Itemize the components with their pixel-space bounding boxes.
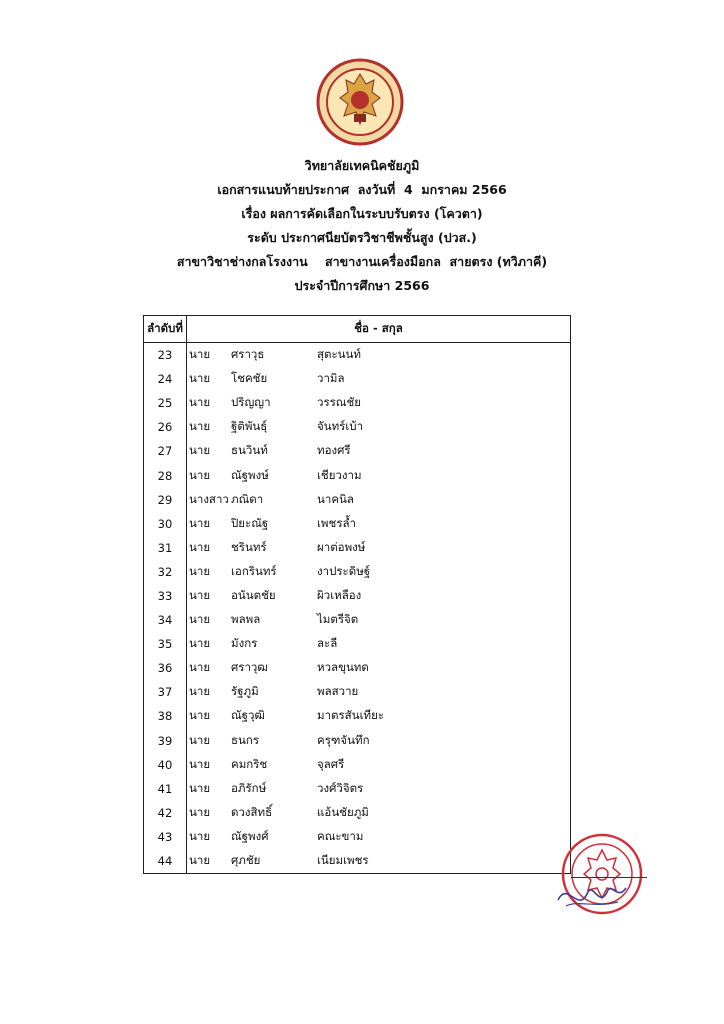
row-name: [187, 439, 571, 463]
first-name: โชคชัย: [231, 371, 268, 386]
first-name: ปิยะณัฐ: [231, 515, 269, 530]
first-name: ภณิดา: [231, 491, 264, 506]
first-name: ศุภชัย: [231, 853, 261, 868]
name-prefix: นาย: [189, 467, 211, 482]
last-name: หวลขุนทด: [317, 660, 369, 675]
last-name: วามิล: [317, 371, 345, 386]
name-prefix: นาย: [189, 347, 211, 362]
last-name: พลสวาย: [317, 684, 359, 699]
college-logo: [316, 58, 404, 146]
row-number: 39: [144, 729, 187, 753]
row-number: 23: [144, 343, 187, 368]
last-name: ไมตรีจิต: [317, 612, 359, 627]
program-line: สาขาวิชาช่างกลโรงงาน สาขางานเครื่องมือกล สายตรง (ทวิภาคี): [176, 254, 548, 269]
row-name: [187, 463, 571, 487]
last-name: แอ้นชัยภูมิ: [317, 804, 369, 819]
first-name: รัฐภูมิ: [231, 684, 259, 699]
name-prefix: นาย: [189, 732, 211, 747]
row-number: 34: [144, 608, 187, 632]
row-name: [187, 849, 571, 874]
row-name: [187, 777, 571, 801]
row-number: 41: [144, 777, 187, 801]
name-prefix: นาย: [189, 684, 211, 699]
table-row: [144, 704, 571, 728]
signature-line: [571, 877, 647, 878]
college-name: วิทยาลัยเทคนิคชัยภูมิ: [304, 158, 420, 173]
table-row: [144, 512, 571, 536]
name-prefix: นาย: [189, 539, 211, 554]
table-row: [144, 584, 571, 608]
row-number: 40: [144, 753, 187, 777]
last-name: เชียวงาม: [317, 467, 362, 482]
last-name: วรรณชัย: [317, 395, 362, 410]
table-row: [144, 536, 571, 560]
last-name: มาตรสันเทียะ: [317, 708, 384, 723]
name-prefix: นาย: [189, 853, 211, 868]
name-prefix: นาย: [189, 660, 211, 675]
table-row: [144, 849, 571, 874]
row-number: 30: [144, 512, 187, 536]
name-prefix: นาย: [189, 612, 211, 627]
table-header-row: [144, 316, 571, 343]
level-line: ระดับ ประกาศนียบัตรวิชาชีพชั้นสูง (ปวส.): [247, 230, 477, 245]
row-number: 25: [144, 391, 187, 415]
row-name: [187, 343, 571, 368]
first-name: ดวงสิทธิ์: [231, 804, 273, 819]
row-name: [187, 680, 571, 704]
name-prefix: นาย: [189, 395, 211, 410]
table-row: [144, 801, 571, 825]
row-number: 42: [144, 801, 187, 825]
first-name: ณัฐวุฒิ: [231, 708, 265, 723]
first-name: เอกรินทร์: [231, 563, 277, 578]
row-name: [187, 753, 571, 777]
first-name: ณัฐพงษ์: [231, 467, 269, 482]
results-table: [143, 315, 571, 874]
first-name: ศราวุฒ: [231, 660, 268, 675]
last-name: เพชรล้ำ: [317, 515, 356, 530]
document-header: [0, 154, 724, 298]
first-name: คมกริช: [231, 756, 268, 771]
row-number: 37: [144, 680, 187, 704]
table-row: [144, 560, 571, 584]
last-name: ละลี: [317, 636, 338, 651]
row-name: [187, 512, 571, 536]
announcement-line: เอกสารแนบท้ายประกาศ ลงวันที่ 4 มกราคม 2566: [217, 182, 507, 197]
row-name: [187, 415, 571, 439]
first-name: ณัฐพงศ์: [231, 828, 269, 843]
row-number: 28: [144, 463, 187, 487]
last-name: จุลศรี: [317, 756, 345, 771]
row-name: [187, 825, 571, 849]
row-number: 44: [144, 849, 187, 874]
first-name: ธนวินท์: [231, 443, 268, 458]
table-row: [144, 463, 571, 487]
name-prefix: นาย: [189, 563, 211, 578]
row-number: 32: [144, 560, 187, 584]
row-number: 26: [144, 415, 187, 439]
first-name: พลพล: [231, 612, 261, 627]
last-name: สุตะนนท์: [317, 347, 361, 362]
first-name: ศราวุธ: [231, 347, 265, 362]
row-number: 27: [144, 439, 187, 463]
row-name: [187, 801, 571, 825]
name-prefix: นาย: [189, 756, 211, 771]
name-prefix: นาย: [189, 708, 211, 723]
row-number: 36: [144, 656, 187, 680]
row-name: [187, 584, 571, 608]
table-row: [144, 753, 571, 777]
name-prefix: นาย: [189, 804, 211, 819]
first-name: ธนกร: [231, 732, 260, 747]
row-number: 31: [144, 536, 187, 560]
table-row: [144, 729, 571, 753]
last-name: ผาต่อพงษ์: [317, 539, 366, 554]
last-name: ทองศรี: [317, 443, 351, 458]
last-name: วงศ์วิจิตร: [317, 780, 364, 795]
name-prefix: นาย: [189, 443, 211, 458]
table-row: [144, 656, 571, 680]
row-number: 35: [144, 632, 187, 656]
last-name: งาประดิษฐ์: [317, 563, 371, 578]
table-row: [144, 680, 571, 704]
first-name: ปริญญา: [231, 395, 271, 410]
row-number: 24: [144, 367, 187, 391]
table-row: [144, 488, 571, 512]
first-name: อนันตชัย: [231, 587, 276, 602]
table-row: [144, 825, 571, 849]
first-name: ฐิติพันธุ์: [231, 419, 268, 434]
row-name: [187, 536, 571, 560]
table-row: [144, 632, 571, 656]
first-name: มังกร: [231, 636, 258, 651]
row-number: 38: [144, 704, 187, 728]
last-name: คณะขาม: [317, 828, 364, 843]
row-name: [187, 632, 571, 656]
row-number: 29: [144, 488, 187, 512]
table-row: [144, 608, 571, 632]
row-name: [187, 367, 571, 391]
last-name: เนียมเพชร: [317, 853, 369, 868]
last-name: นาคนิล: [317, 491, 354, 506]
row-name: [187, 704, 571, 728]
row-name: [187, 488, 571, 512]
row-name: [187, 560, 571, 584]
table-row: [144, 343, 571, 368]
row-name: [187, 608, 571, 632]
header-no: ลำดับที่: [144, 316, 187, 343]
name-prefix: นาย: [189, 515, 211, 530]
name-prefix: นาย: [189, 780, 211, 795]
subject-line: เรื่อง ผลการคัดเลือกในระบบรับตรง (โควตา): [241, 206, 483, 221]
row-name: [187, 656, 571, 680]
first-name: ชรินทร์: [231, 539, 267, 554]
last-name: จันทร์เบ้า: [317, 419, 364, 434]
row-number: 43: [144, 825, 187, 849]
name-prefix: นาย: [189, 587, 211, 602]
row-name: [187, 391, 571, 415]
name-prefix: นาย: [189, 419, 211, 434]
header-name: ชื่อ - สกุล: [187, 316, 571, 343]
row-number: 33: [144, 584, 187, 608]
table-row: [144, 367, 571, 391]
name-prefix: นาย: [189, 636, 211, 651]
name-prefix: นาย: [189, 371, 211, 386]
name-prefix: นางสาว: [189, 491, 229, 506]
name-prefix: นาย: [189, 828, 211, 843]
last-name: ครุฑจันทึก: [317, 732, 370, 747]
last-name: ผิวเหลือง: [317, 587, 362, 602]
table-row: [144, 391, 571, 415]
table-row: [144, 777, 571, 801]
table-row: [144, 439, 571, 463]
first-name: อภิรักษ์: [231, 780, 267, 795]
row-name: [187, 729, 571, 753]
table-row: [144, 415, 571, 439]
year-line: ประจำปีการศึกษา 2566: [294, 278, 430, 293]
